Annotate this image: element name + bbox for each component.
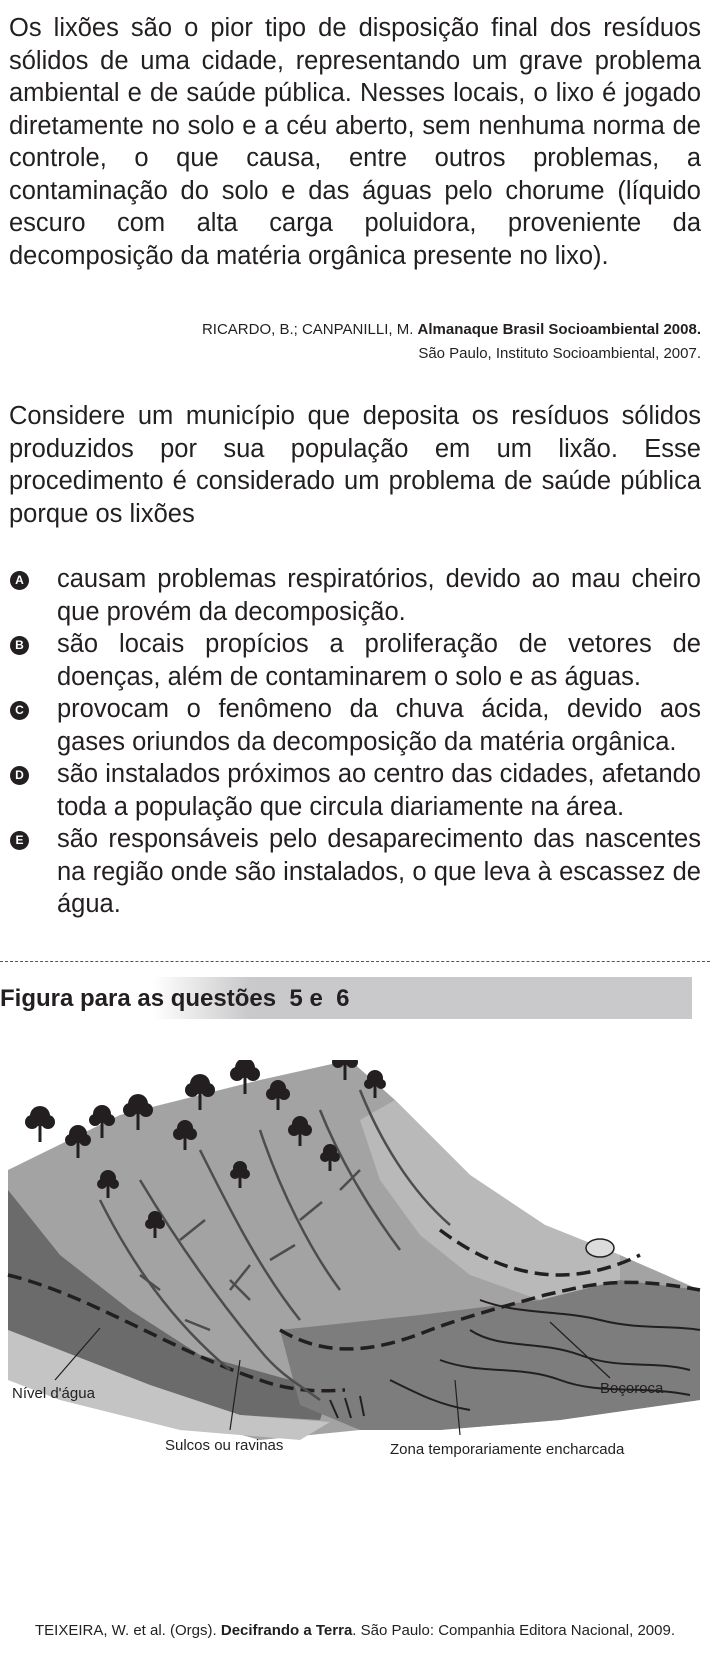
option-b-letter-icon: B xyxy=(10,636,29,655)
option-e[interactable] xyxy=(9,823,701,921)
erosion-illustration xyxy=(0,1060,710,1540)
credit-authors: TEIXEIRA, W. et al. (Orgs). xyxy=(34,1622,221,1639)
option-c-letter-icon: C xyxy=(10,701,29,720)
option-d-text: são instalados próximos ao centro das cidades, afetando toda a população que circula diariamente na área. xyxy=(57,760,701,821)
figure-banner-title: Figura para as questões 5 e 6 xyxy=(0,985,350,1012)
rock-icon xyxy=(586,1239,614,1257)
option-a-text: causam problemas respiratórios, devido ao mau cheiro que provém da decomposição. xyxy=(57,565,701,626)
tree-icon xyxy=(25,1106,55,1142)
wet-zone-label: Zona temporariamente encharcada xyxy=(390,1441,625,1458)
option-c-text: provocam o fenômeno da chuva ácida, devido aos gases oriundos da decomposição da matéria orgânica. xyxy=(57,695,701,756)
option-b-text: são locais propícios a proliferação de vetores de doenças, além de contaminarem o solo e as águas. xyxy=(57,630,701,691)
citation-line-1 xyxy=(202,318,701,342)
option-d[interactable] xyxy=(9,758,701,823)
question-stem: Considere um município que deposita os resíduos sólidos produzidos por sua população em um lixão. Esse procedimento é considerado um problema de saúde pública porque os lixões xyxy=(9,402,701,528)
furrows-label: Sulcos ou ravinas xyxy=(165,1437,284,1454)
figure-banner xyxy=(0,977,692,1019)
credit-title: Decifrando a Terra xyxy=(220,1622,353,1639)
answer-options xyxy=(9,563,701,921)
credit-publisher: . São Paulo: Companhia Editora Nacional, 2009. xyxy=(352,1622,676,1639)
citation-title: Almanaque Brasil Socioambiental 2008. xyxy=(417,321,701,338)
gully-label: Boçoroca xyxy=(600,1380,664,1397)
option-a-letter-icon: A xyxy=(10,571,29,590)
citation-publisher: São Paulo, Instituto Socioambiental, 2007. xyxy=(418,345,701,362)
option-d-letter-icon: D xyxy=(10,766,29,785)
dashed-divider xyxy=(0,961,710,962)
water-level-label: Nível d'água xyxy=(12,1385,95,1402)
figure-credit xyxy=(0,1622,710,1639)
intro-paragraph: Os lixões são o pior tipo de disposição final dos resíduos sólidos de uma cidade, representando um grave problema ambiental e de saúde pública. Nesses locais, o lixo é jogado diretamente no solo e a céu aberto, sem nenhuma norma de controle, o que causa, entre outros problemas, a contaminação do solo e das águas pelo chorume (líquido escuro com alta carga poluidora, proveniente da decomposição da matéria orgânica presente no lixo). xyxy=(9,14,701,270)
option-b[interactable] xyxy=(9,628,701,693)
option-a[interactable] xyxy=(9,563,701,628)
option-e-text: são responsáveis pelo desaparecimento das nascentes na região onde são instalados, o que leva à escassez de água. xyxy=(57,825,701,918)
citation-authors: RICARDO, B.; CANPANILLI, M. xyxy=(201,321,418,338)
option-c[interactable] xyxy=(9,693,701,758)
option-e-letter-icon: E xyxy=(10,831,29,850)
